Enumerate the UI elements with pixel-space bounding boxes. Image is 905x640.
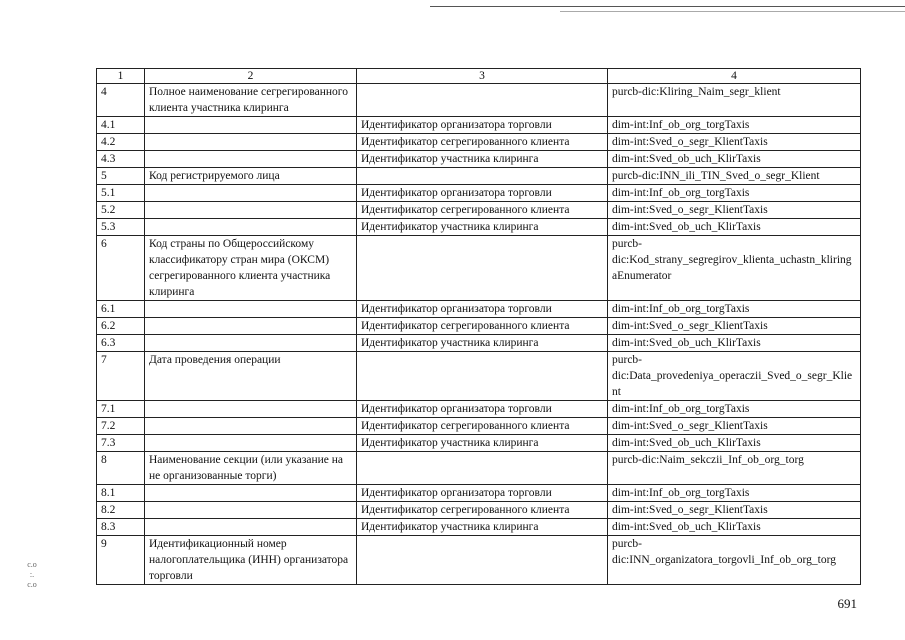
element-code-cell: dim-int:Sved_ob_uch_KlirTaxis [608,435,861,452]
row-number-cell: 7.2 [97,418,145,435]
field-name-cell: Код регистрируемого лица [145,168,357,185]
table-row [97,485,861,502]
table-row [97,335,861,352]
table-row [97,502,861,519]
row-number-cell: 5.2 [97,202,145,219]
field-name-cell [145,185,357,202]
table-row [97,318,861,335]
field-name-cell: Полное наименование сегрегированного клиента участника клиринга [145,84,357,117]
header-row [97,69,861,84]
table-row [97,401,861,418]
element-code-cell: purcb-dic:INN_organizatora_torgovli_Inf_ob_org_torg [608,536,861,585]
element-code-cell: dim-int:Sved_o_segr_KlientTaxis [608,318,861,335]
dimension-name-cell: Идентификатор сегрегированного клиента [357,134,608,151]
header-cell: 1 [97,69,145,84]
element-code-cell: purcb-dic:Naim_sekczii_Inf_ob_org_torg [608,452,861,485]
table-row [97,301,861,318]
field-name-cell [145,418,357,435]
header-cell: 4 [608,69,861,84]
table-row [97,202,861,219]
table-body [97,84,861,585]
field-name-cell: Наименование секции (или указание на не организованные торги) [145,452,357,485]
row-number-cell: 4 [97,84,145,117]
element-code-cell: dim-int:Sved_ob_uch_KlirTaxis [608,219,861,236]
row-number-cell: 8.1 [97,485,145,502]
header-cell: 2 [145,69,357,84]
dimension-name-cell: Идентификатор организатора торговли [357,401,608,418]
element-code-cell: dim-int:Inf_ob_org_torgTaxis [608,301,861,318]
margin-marks: c.o :. c.o [27,560,37,589]
field-name-cell [145,502,357,519]
row-number-cell: 6.1 [97,301,145,318]
field-name-cell [145,219,357,236]
row-number-cell: 6.3 [97,335,145,352]
row-number-cell: 5 [97,168,145,185]
field-name-cell [145,435,357,452]
field-name-cell [145,318,357,335]
top-rule [430,6,905,7]
dimension-name-cell: Идентификатор организатора торговли [357,117,608,134]
dimension-name-cell: Идентификатор участника клиринга [357,435,608,452]
dimension-name-cell [357,452,608,485]
element-code-cell: dim-int:Sved_ob_uch_KlirTaxis [608,151,861,168]
element-code-cell: dim-int:Inf_ob_org_torgTaxis [608,401,861,418]
dimension-name-cell: Идентификатор участника клиринга [357,219,608,236]
field-name-cell [145,301,357,318]
field-name-cell [145,519,357,536]
dimension-name-cell: Идентификатор сегрегированного клиента [357,502,608,519]
field-name-cell [145,151,357,168]
dimension-name-cell: Идентификатор организатора торговли [357,185,608,202]
table-row [97,536,861,585]
element-code-cell: dim-int:Sved_o_segr_KlientTaxis [608,418,861,435]
dimension-name-cell: Идентификатор организатора торговли [357,301,608,318]
field-name-cell [145,134,357,151]
table-row [97,418,861,435]
field-name-cell [145,335,357,352]
dimension-name-cell [357,352,608,401]
element-code-cell: dim-int:Sved_o_segr_KlientTaxis [608,202,861,219]
table-row [97,435,861,452]
dimension-name-cell: Идентификатор сегрегированного клиента [357,418,608,435]
table-row [97,185,861,202]
row-number-cell: 7.3 [97,435,145,452]
row-number-cell: 8.2 [97,502,145,519]
row-number-cell: 4.1 [97,117,145,134]
field-name-cell: Код страны по Общероссийскому классификатору стран мира (ОКСМ) сегрегированного клиента участника клиринга [145,236,357,301]
dimension-name-cell [357,536,608,585]
top-rule-thin [560,11,905,12]
element-code-cell: purcb-dic:INN_ili_TIN_Sved_o_segr_Klient [608,168,861,185]
row-number-cell: 5.3 [97,219,145,236]
row-number-cell: 8 [97,452,145,485]
field-name-cell: Идентификационный номер налогоплательщика (ИНН) организатора торговли [145,536,357,585]
table-row [97,151,861,168]
element-code-cell: dim-int:Inf_ob_org_torgTaxis [608,485,861,502]
table-row [97,84,861,117]
row-number-cell: 8.3 [97,519,145,536]
dimension-name-cell: Идентификатор участника клиринга [357,335,608,352]
field-name-cell [145,202,357,219]
field-name-cell [145,401,357,418]
element-code-cell: purcb-dic:Data_provedeniya_operaczii_Sved_o_segr_Klient [608,352,861,401]
dimension-name-cell: Идентификатор сегрегированного клиента [357,202,608,219]
dimension-name-cell: Идентификатор сегрегированного клиента [357,318,608,335]
row-number-cell: 6 [97,236,145,301]
dimension-name-cell: Идентификатор организатора торговли [357,485,608,502]
dimension-name-cell: Идентификатор участника клиринга [357,519,608,536]
element-code-cell: dim-int:Inf_ob_org_torgTaxis [608,185,861,202]
element-code-cell: dim-int:Sved_o_segr_KlientTaxis [608,502,861,519]
row-number-cell: 5.1 [97,185,145,202]
table-row [97,352,861,401]
dimension-name-cell: Идентификатор участника клиринга [357,151,608,168]
table-row [97,117,861,134]
table-row [97,219,861,236]
row-number-cell: 7.1 [97,401,145,418]
row-number-cell: 6.2 [97,318,145,335]
element-code-cell: purcb-dic:Kliring_Naim_segr_klient [608,84,861,117]
element-code-cell: purcb-dic:Kod_strany_segregirov_klienta_uchastn_kliringaEnumerator [608,236,861,301]
element-code-cell: dim-int:Inf_ob_org_torgTaxis [608,117,861,134]
table-row [97,519,861,536]
table-row [97,168,861,185]
row-number-cell: 9 [97,536,145,585]
table-row [97,134,861,151]
header-cell: 3 [357,69,608,84]
field-name-cell [145,117,357,134]
element-code-cell: dim-int:Sved_ob_uch_KlirTaxis [608,335,861,352]
row-number-cell: 4.3 [97,151,145,168]
page-number: 691 [837,596,857,611]
table-row [97,236,861,301]
dimension-name-cell [357,84,608,117]
dimension-name-cell [357,236,608,301]
element-code-cell: dim-int:Sved_o_segr_KlientTaxis [608,134,861,151]
element-code-cell: dim-int:Sved_ob_uch_KlirTaxis [608,519,861,536]
row-number-cell: 7 [97,352,145,401]
row-number-cell: 4.2 [97,134,145,151]
mapping-table [96,68,861,585]
table-row [97,452,861,485]
field-name-cell: Дата проведения операции [145,352,357,401]
field-name-cell [145,485,357,502]
dimension-name-cell [357,168,608,185]
